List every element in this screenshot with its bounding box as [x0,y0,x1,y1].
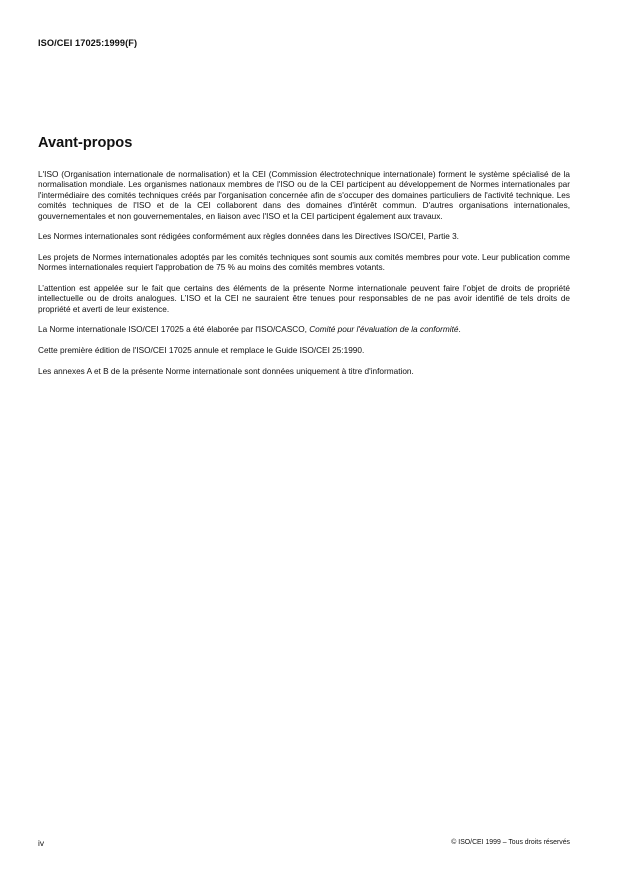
paragraph-voting: Les projets de Normes internationales adoptés par les comités techniques sont soumis aux comités membres pour vote. Leur publication comme Normes internationales requiert l'approbation de 75 % au moins des comités membres votants. [38,252,570,273]
paragraph-drafting-rules: Les Normes internationales sont rédigées conformément aux règles données dans les Directives ISO/CEI, Partie 3. [38,232,459,242]
paragraph-organizations: L'ISO (Organisation internationale de normalisation) et la CEI (Commission électrotechnique internationale) forment le système spécialisé de la normalisation mondiale. Les organismes nationaux membres de l'ISO ou de la CEI participent au développement de Normes internationales par l'intermédiaire des comités techniques créés par l'organisation concernée afin de s'occuper des domaines particuliers de l'activité technique. Les comités techniques de l'ISO et de la CEI collaborent dans des domaines d'intérêt commun. D'autres organisations internationales, gouvernementales et non gouvernementales, en liaison avec l'ISO et la CEI participent également aux travaux. [38,170,570,221]
paragraph-first-edition: Cette première édition de l'ISO/CEI 17025 annule et remplace le Guide ISO/CEI 25:1990. [38,346,365,356]
page-number: iv [38,838,45,848]
paragraph-prepared-by [38,325,570,335]
paragraph-patent-rights: L’attention est appelée sur le fait que certains des éléments de la présente Norme internationale peuvent faire l’objet de droits de propriété intellectuelle ou de droits analogues. L’ISO et la CEI ne sauraient être tenues pour responsables de ne pas avoir identifié de tels droits de propriété et averti de leur existence. [38,283,570,314]
prepared-by-text: La Norme internationale ISO/CEI 17025 a été élaborée par l'ISO/CASCO, [38,324,310,334]
section-title: Avant-propos [38,135,133,151]
foreword-body [38,170,570,387]
committee-name: Comité pour l'évaluation de la conformité [309,324,459,334]
prepared-by-end: . [458,324,461,334]
paragraph-annexes: Les annexes A et B de la présente Norme internationale sont données uniquement à titre d'information. [38,366,414,376]
document-identifier: ISO/CEI 17025:1999(F) [38,38,138,48]
copyright-notice: © ISO/CEI 1999 – Tous droits réservés [451,839,570,846]
